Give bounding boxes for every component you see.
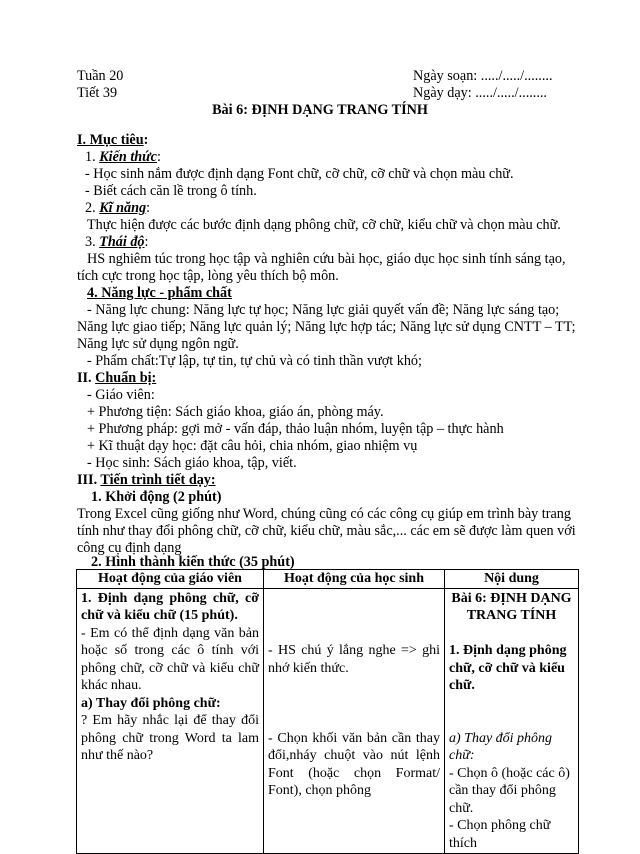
section-objectives-label: I. Mục tiêu (77, 132, 144, 148)
content-step-2: - Chọn phông chữ thích (449, 818, 551, 851)
section-preparation-heading (77, 369, 156, 387)
section-process-number: III. (77, 472, 101, 488)
knowledge-line-1: - Học sinh nắm được định dạng Font chữ, cỡ chữ, cỡ chữ và chọn màu chữ. (85, 166, 514, 182)
student-cell (264, 588, 445, 854)
skill-colon: : (146, 200, 151, 216)
content-lesson-title: Bài 6: ĐỊNH DẠNG TRANG TÍNH (451, 590, 572, 623)
section-objectives-heading (77, 131, 148, 149)
student-answer-text: - Chọn khối văn bản cần thay đổi,nháy chuột vào nút lệnh Font (hoặc chọn Format/ Font), chọn phông (268, 730, 440, 798)
section-preparation-label: Chuẩn bị: (95, 370, 157, 386)
knowledge-number: 1. (85, 149, 100, 165)
knowledge-colon: : (156, 149, 161, 165)
attitude-line-2: tích cực trong học tập, lòng yêu thích bộ môn. (77, 268, 339, 284)
skill-line-1: Thực hiện được các bước định dạng phông chữ, cỡ chữ, kiểu chữ và chọn màu chữ. (87, 217, 561, 233)
prep-date: Ngày soạn: ...../...../........ (413, 68, 553, 84)
quality-line: - Phẩm chất:Tự lập, tự tin, tự chủ và có tinh thần vượt khó; (87, 353, 422, 369)
teacher-question: ? Em hãy nhắc lại để thay đổi phông chữ trong Word ta lam như thế nào? (81, 713, 259, 763)
competency-heading: 4. Năng lực - phẩm chất (87, 285, 232, 301)
teacher-subheading-font: a) Thay đổi phông chữ: (81, 695, 221, 711)
warmup-line-3: công cụ định dạng (77, 540, 182, 556)
warmup-line-2: tính như thay đổi phông chữ, cỡ chữ, kiểu chữ, màu sắc,... các em sẽ được làm quen với (77, 523, 576, 539)
content-section-title: 1. Định dạng phông chữ, cỡ chữ và kiểu chữ. (449, 643, 567, 693)
skill-label: Kĩ năng (99, 200, 147, 216)
skill-heading (85, 199, 150, 217)
prep-means: + Phương tiện: Sách giáo khoa, giáo án, phòng máy. (87, 404, 384, 420)
attitude-heading (85, 233, 148, 251)
content-subheading-font: a) Thay đổi phông chữ: (449, 730, 553, 763)
header-content: Nội dung (445, 570, 579, 589)
skill-number: 2. (85, 200, 100, 216)
lesson-title: Bài 6: ĐỊNH DẠNG TRANG TÍNH (212, 102, 428, 118)
attitude-label: Thái độ (99, 234, 145, 250)
section-objectives-colon: : (143, 132, 149, 148)
teacher-cell (77, 588, 264, 854)
header-student: Hoạt động của học sinh (264, 570, 445, 589)
content-step-1: - Chọn ô (hoặc các ô) cần thay đổi phông chữ. (449, 765, 570, 816)
section-process-label: Tiến trình tiết dạy: (100, 472, 216, 488)
week-label: Tuần 20 (77, 68, 124, 84)
knowledge-label: Kiến thức (99, 149, 157, 165)
warmup-heading: 1. Khởi động (2 phút) (91, 489, 222, 505)
prep-teacher: - Giáo viên: (87, 387, 155, 403)
knowledge-formation-heading: 2. Hình thành kiến thức (35 phút) (91, 554, 295, 570)
header-teacher: Hoạt động của giáo viên (77, 570, 264, 589)
competency-line-1: - Năng lực chung: Năng lực tự học; Năng lực giải quyết vấn đề; Năng lực sáng tạo; (87, 302, 560, 318)
student-listen-text: - HS chú ý lắng nghe => ghi nhớ kiến thức. (268, 643, 440, 676)
lesson-number: Tiết 39 (77, 85, 118, 101)
teacher-intro-text: - Em có thể định dạng văn bản hoặc số trong các ô tính với phông chữ, cỡ chữ và kiểu chữ khác nhau. (81, 625, 259, 693)
teacher-section-title: 1. Định dạng phông chữ, cỡ chữ và kiểu chữ (15 phút). (81, 590, 259, 623)
knowledge-line-2: - Biết cách căn lề trong ô tính. (85, 183, 257, 199)
competency-line-2: Năng lực giao tiếp; Năng lực quản lý; Năng lực hợp tác; Năng lực sử dụng CNTT – TT; (77, 319, 576, 335)
prep-technique: + Kĩ thuật dạy học: đặt câu hỏi, chia nhóm, giao nhiệm vụ (87, 438, 418, 454)
attitude-line-1: HS nghiêm túc trong học tập và nghiên cứu bài học, giáo dục học sinh tính sáng tạo, (87, 251, 566, 267)
attitude-number: 3. (85, 234, 100, 250)
prep-student: - Học sinh: Sách giáo khoa, tập, viết. (87, 455, 297, 471)
warmup-line-1: Trong Excel cũng giống như Word, chúng cũng có các công cụ giúp em trình bày trang (77, 506, 571, 522)
competency-line-3: Năng lực sử dụng ngôn ngữ. (77, 336, 239, 352)
prep-method: + Phương pháp: gợi mở - vấn đáp, thảo luận nhóm, luyện tập – thực hành (87, 421, 504, 437)
table-header-row (77, 570, 579, 589)
activity-table (76, 569, 579, 854)
attitude-colon: : (144, 234, 149, 250)
section-preparation-number: II. (77, 370, 96, 386)
knowledge-heading (85, 148, 161, 166)
content-cell (445, 588, 579, 854)
table-row (77, 588, 579, 854)
teach-date: Ngày dạy: ...../...../........ (413, 85, 547, 101)
section-process-heading (77, 471, 216, 489)
